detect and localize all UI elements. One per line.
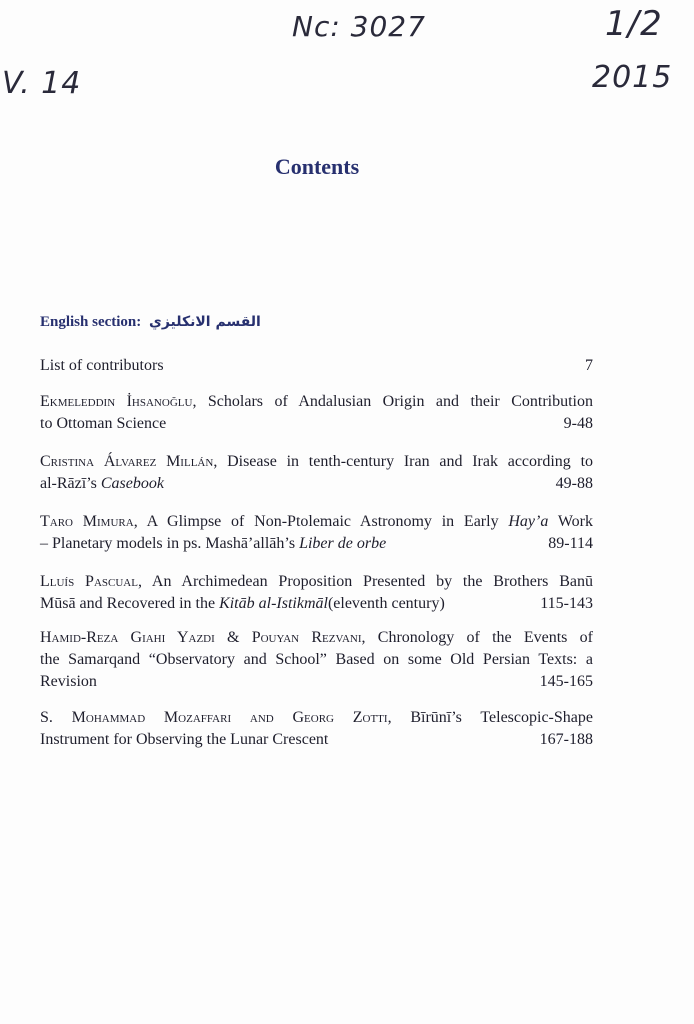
entry-line: S. Mohammad Mozaffari and Georg Zotti, Bīrūnī’s Telescopic-Shape xyxy=(40,709,593,726)
entry-title: List of contributors xyxy=(40,357,164,374)
entry-title-line1: An Archimedean Proposition Presented by the Brothers Banū xyxy=(151,573,593,590)
toc-entry xyxy=(40,511,593,555)
entry-line: Cristina Álvarez Millán, Disease in tenth-century Iran and Irak according to xyxy=(40,453,594,470)
toc-entry xyxy=(40,451,593,495)
entry-line: Lluís Pascual, An Archimedean Proposition Presented by the Brothers Banū xyxy=(40,573,593,590)
entry-authors: Taro Mimura xyxy=(40,513,134,530)
handwritten-volume: V. 14 xyxy=(2,66,82,101)
page-title: Contents xyxy=(274,154,360,179)
entry-pages: 89-114 xyxy=(548,535,593,552)
entry-title-line1: A Glimpse of Non-Ptolemaic Astronomy in Early xyxy=(146,513,499,530)
toc-entry xyxy=(40,627,593,693)
entry-line xyxy=(40,473,593,495)
entry-line: Taro Mimura, A Glimpse of Non-Ptolemaic Astronomy in Early Hay’a Work xyxy=(40,513,593,530)
entry-title-line2: – Planetary models in ps. Mashā’allāh’s xyxy=(40,535,296,552)
entry-authors: Hamid-Reza Giahi Yazdi & Pouyan Rezvani xyxy=(40,629,362,646)
entry-title-italic: Hay’a xyxy=(508,513,549,530)
entry-title-italic: Casebook xyxy=(100,475,164,492)
entry-line xyxy=(40,729,593,751)
section-heading xyxy=(40,314,261,331)
toc-entry xyxy=(40,571,593,615)
entry-title-line1: Disease in tenth-century Iran and Irak according to xyxy=(227,453,594,470)
entry-line: Ekmeleddin İhsanoğlu, Scholars of Andalusian Origin and their Contribution xyxy=(40,393,593,410)
entry-pages: 167-188 xyxy=(539,731,593,748)
entry-title-line3: Revision xyxy=(40,673,97,690)
handwritten-year: 2015 xyxy=(592,60,673,95)
section-label: English section: xyxy=(40,314,142,330)
entry-pages: 115-143 xyxy=(540,595,593,612)
entry-title-line1: Chronology of the Events of xyxy=(377,629,593,646)
entry-line xyxy=(40,649,593,671)
entry-title-line2: al-Rāzī’s xyxy=(40,475,97,492)
entry-line xyxy=(40,533,593,555)
entry-pages: 49-88 xyxy=(555,475,593,492)
handwritten-fraction: 1/2 xyxy=(605,4,663,44)
entry-line xyxy=(40,593,593,615)
entry-title-line2: Mūsā and Recovered in the xyxy=(40,595,216,612)
entry-title-italic: Liber de orbe xyxy=(299,535,387,552)
entry-title-line2: the Samarqand “Observatory and School” Based on some Old Persian Texts: a xyxy=(40,651,593,668)
entry-title-line2: to Ottoman Science xyxy=(40,415,167,432)
handwritten-call-number: Nc: 3027 xyxy=(292,10,426,43)
entry-title-line1: Scholars of Andalusian Origin and their Contribution xyxy=(207,393,593,410)
entry-authors: Cristina Álvarez Millán xyxy=(40,453,214,470)
toc-entry xyxy=(40,707,593,751)
entry-line xyxy=(40,413,593,435)
entry-pages: 7 xyxy=(585,357,593,374)
toc-entry xyxy=(40,355,593,377)
entry-title-suffix: Work xyxy=(557,513,593,530)
entry-pages: 145-165 xyxy=(539,673,593,690)
entry-authors: Lluís Pascual xyxy=(40,573,138,590)
entry-authors: S. Mohammad Mozaffari and Georg Zotti xyxy=(40,709,388,726)
entry-line: Hamid-Reza Giahi Yazdi & Pouyan Rezvani, Chronology of the Events of xyxy=(40,629,593,646)
section-label-arabic: القسم الانكليزي xyxy=(149,314,261,330)
entry-title-italic: Kitāb al-Istikmāl xyxy=(219,595,328,612)
entry-title-line1: Bīrūnī’s Telescopic-Shape xyxy=(410,709,593,726)
toc-entry xyxy=(40,391,593,435)
entry-title-suffix: (eleventh century) xyxy=(327,595,445,612)
entry-title-line2: Instrument for Observing the Lunar Crescent xyxy=(40,731,329,748)
entry-line xyxy=(40,671,593,693)
entry-authors: Ekmeleddin İhsanoğlu xyxy=(40,393,193,410)
entry-pages: 9-48 xyxy=(563,415,593,432)
